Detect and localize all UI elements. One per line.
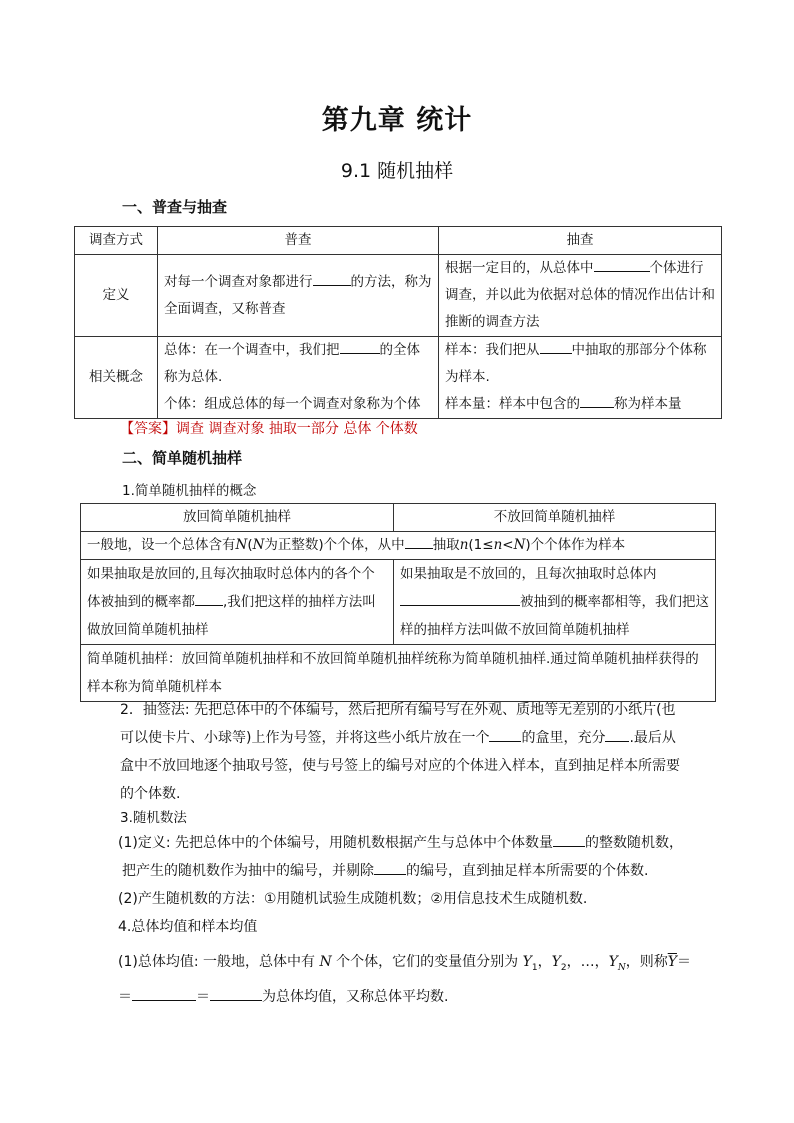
table-header-method: 调查方式: [75, 227, 158, 255]
table-header-sampling: 抽查: [439, 227, 722, 255]
table-header-without-replacement: 不放回简单随机抽样: [394, 504, 716, 532]
table-header-census: 普查: [158, 227, 439, 255]
row-label-definition: 定义: [75, 255, 158, 337]
answer-line: 【答案】调查 调查对象 抽取一部分 总体 个体数: [120, 421, 418, 437]
census-concepts: 总体：在一个调查中，我们把 的全体称为总体. 个体：组成总体的每一个调查对象称为个体: [158, 337, 439, 419]
random-number-method-paragraph: (1)定义: 先把总体中的个体编号，用随机数根据产生与总体中个体数量 的整数随机数， 把产生的随机数作为抽中的编号，并剔除 的编号，直到抽足样本所需要的个体数. (2)产生随机数的方法：①用随机试验生成随机数；②用信息技术生成随机数. 4.总体均值和样本均值: [118, 829, 718, 941]
population-mean-formula-line: ＝ ＝ 为总体均值，又称总体平均数.: [118, 983, 718, 1011]
section-title: 9.1 随机抽样: [340, 160, 454, 182]
sampling-definition: 根据一定目的，从总体中 个体进行调查，并以此为依据对总体的情况作出估计和推断的调查方法: [439, 255, 722, 337]
lottery-method-paragraph: 2．抽签法: 先把总体中的个体编号，然后把所有编号写在外观、质地等无差别的小纸片(也 可以使卡片、小球等)上作为号签，并将这些小纸片放在一个 的盒里，充分 .最后从 盒中不放回地逐个抽取号签，使与号签上的编号对应的个体进入样本，直到抽足样本所需要 的个体数.: [120, 702, 680, 802]
without-replacement-definition: 如果抽取是不放回的，且每次抽取时总体内 被抽到的概率都相等，我们把这样的抽样方法叫做不放回简单随机抽样: [394, 560, 716, 645]
simple-random-sampling-summary: 简单随机抽样：放回简单随机抽样和不放回简单随机抽样统称为简单随机抽样.通过简单随机抽样获得的样本称为简单随机样本: [81, 645, 716, 702]
sampling-concepts: 样本：我们把从 中抽取的那部分个体称为样本. 样本量：样本中包含的 称为样本量: [439, 337, 722, 419]
population-mean-paragraph: (1)总体均值: 一般地，总体中有 N 个个体，它们的变量值分别为 $Y_1$，$Y_2$，…，$Y_N$，则称$\overline{Y}=$: [118, 954, 691, 973]
simple-random-sampling-table: [80, 503, 716, 702]
table-header-with-replacement: 放回简单随机抽样: [81, 504, 394, 532]
chapter-title: 第九章 统计: [321, 105, 473, 136]
sub1-heading: 1.简单随机抽样的概念: [122, 483, 257, 499]
part2-heading: 二、简单随机抽样: [122, 449, 243, 467]
with-replacement-definition: 如果抽取是放回的,且每次抽取时总体内的各个个体被抽到的概率都 ,我们把这样的抽样方法叫做放回简单随机抽样: [81, 560, 394, 645]
general-definition-row: 一般地，设一个总体含有N(N为正整数)个个体，从中 抽取n(1≤n<N)个个体作为样本: [81, 532, 716, 560]
row-label-concepts: 相关概念: [75, 337, 158, 419]
census-sampling-table: [74, 226, 722, 419]
sub3-heading: 3.随机数法: [120, 810, 187, 826]
part1-heading: 一、普查与抽查: [122, 198, 228, 216]
census-definition: 对每一个调查对象都进行 的方法，称为全面调查，又称普查: [158, 255, 439, 337]
